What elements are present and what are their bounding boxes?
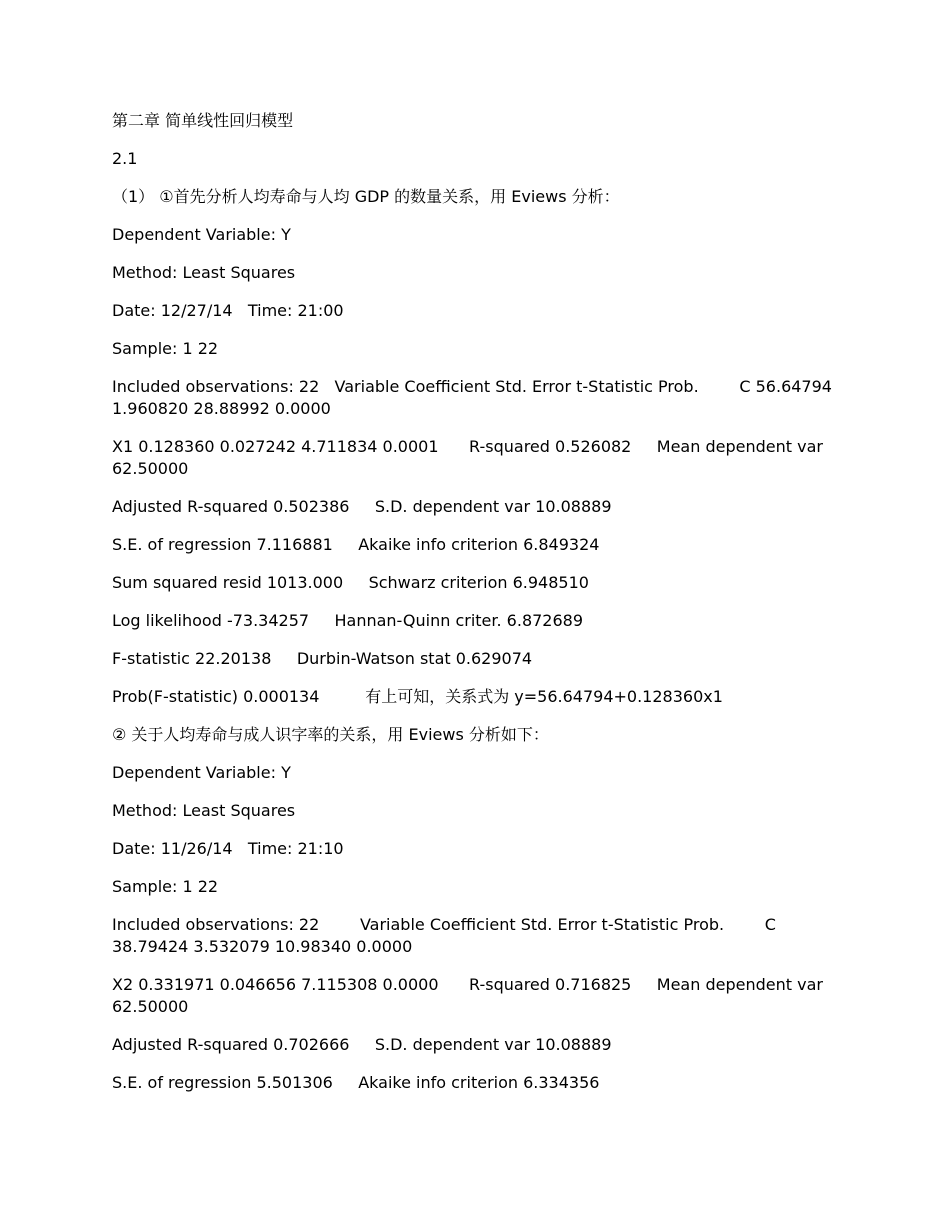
observations-coefficients-2: Included observations: 22 Variable Coefficient Std. Error t-Statistic Prob. C 38.79424 3.532079 10.98340 0.0000 [112, 915, 782, 956]
se-regression: S.E. of regression 7.116881 Akaike info criterion 6.849324 [112, 535, 600, 554]
log-likelihood: Log likelihood -73.34257 Hannan-Quinn criter. 6.872689 [112, 611, 584, 630]
analysis-intro-literacy: ② 关于人均寿命与成人识字率的关系，用 Eviews 分析如下： [112, 725, 549, 744]
section-number: 2.1 [112, 149, 138, 168]
prob-f-statistic-equation: Prob(F-statistic) 0.000134 有上可知，关系式为 y=56.64794+0.128360x1 [112, 687, 723, 706]
se-regression-2: S.E. of regression 5.501306 Akaike info criterion 6.334356 [112, 1073, 600, 1092]
f-statistic: F-statistic 22.20138 Durbin-Watson stat 0.629074 [112, 649, 533, 668]
date-time: Date: 12/27/14 Time: 21:00 [112, 301, 344, 320]
method: Method: Least Squares [112, 263, 296, 282]
sample: Sample: 1 22 [112, 339, 219, 358]
adjusted-r-squared: Adjusted R-squared 0.502386 S.D. dependent var 10.08889 [112, 497, 612, 516]
chapter-title: 第二章 简单线性回归模型 [112, 111, 294, 130]
observations-coefficients: Included observations: 22 Variable Coefficient Std. Error t-Statistic Prob. C 56.64794 1.960820 28.88992 0.0000 [112, 377, 838, 418]
analysis-intro-gdp: （1） ①首先分析人均寿命与人均 GDP 的数量关系，用 Eviews 分析： [112, 187, 620, 206]
sum-squared-resid: Sum squared resid 1013.000 Schwarz criterion 6.948510 [112, 573, 589, 592]
document-page [112, 110, 838, 1110]
sample-2: Sample: 1 22 [112, 877, 219, 896]
adjusted-r-squared-2: Adjusted R-squared 0.702666 S.D. dependent var 10.08889 [112, 1035, 612, 1054]
method-2: Method: Least Squares [112, 801, 296, 820]
x2-stats: X2 0.331971 0.046656 7.115308 0.0000 R-squared 0.716825 Mean dependent var 62.50000 [112, 975, 829, 1016]
dependent-variable: Dependent Variable: Y [112, 225, 291, 244]
date-time-2: Date: 11/26/14 Time: 21:10 [112, 839, 344, 858]
dependent-variable-2: Dependent Variable: Y [112, 763, 291, 782]
x1-stats: X1 0.128360 0.027242 4.711834 0.0001 R-squared 0.526082 Mean dependent var 62.50000 [112, 437, 829, 478]
